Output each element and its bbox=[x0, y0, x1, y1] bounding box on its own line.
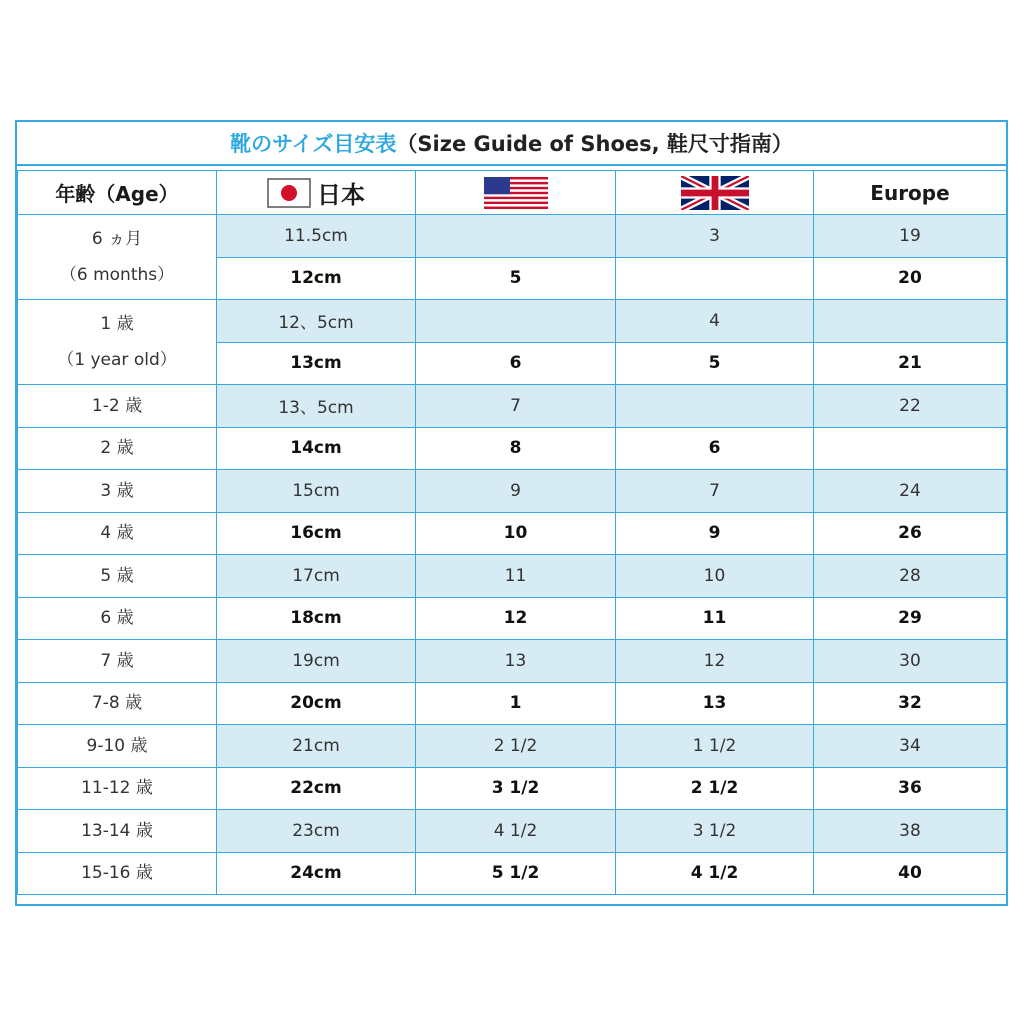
size-cell-eu: 32 bbox=[814, 682, 1007, 725]
size-cell-us: 7 bbox=[416, 385, 616, 428]
table-row bbox=[18, 470, 1007, 513]
age-label: 3 歳 bbox=[100, 480, 134, 501]
size-cell-jp: 13、5cm bbox=[217, 385, 416, 428]
size-cell-uk: 9 bbox=[616, 512, 814, 555]
uk-flag-icon bbox=[681, 176, 749, 210]
table-row bbox=[18, 215, 1007, 258]
age-label: 7 歳 bbox=[100, 650, 134, 671]
size-cell-jp: 24cm bbox=[217, 852, 416, 895]
age-label: 9-10 歳 bbox=[86, 735, 148, 756]
size-cell-eu: 20 bbox=[814, 257, 1007, 300]
size-cell-eu: 38 bbox=[814, 810, 1007, 853]
size-cell-us: 6 bbox=[416, 342, 616, 385]
age-label: 6 歳 bbox=[100, 608, 134, 629]
table-row bbox=[18, 427, 1007, 470]
age-cell bbox=[18, 215, 217, 300]
header-japan bbox=[217, 171, 416, 215]
size-cell-us bbox=[416, 300, 616, 343]
age-label: 1 歳 bbox=[100, 314, 134, 334]
size-cell-us: 2 1/2 bbox=[416, 725, 616, 768]
size-cell-uk: 3 bbox=[616, 215, 814, 258]
size-cell-jp: 16cm bbox=[217, 512, 416, 555]
size-cell-eu: 26 bbox=[814, 512, 1007, 555]
size-cell-jp: 12cm bbox=[217, 257, 416, 300]
size-cell-uk: 2 1/2 bbox=[616, 767, 814, 810]
age-cell bbox=[18, 640, 217, 683]
size-cell-eu: 30 bbox=[814, 640, 1007, 683]
size-cell-jp: 13cm bbox=[217, 342, 416, 385]
age-label: 6 ヵ月 bbox=[91, 229, 143, 249]
title-japanese: 靴のサイズ目安表 bbox=[230, 132, 397, 156]
age-cell bbox=[18, 597, 217, 640]
age-label: （1 year old） bbox=[57, 350, 177, 370]
size-cell-eu: 28 bbox=[814, 555, 1007, 598]
table-row bbox=[18, 852, 1007, 895]
age-label: 4 歳 bbox=[100, 523, 134, 544]
size-cell-uk bbox=[616, 257, 814, 300]
size-cell-eu bbox=[814, 427, 1007, 470]
age-cell bbox=[18, 427, 217, 470]
age-cell bbox=[18, 385, 217, 428]
size-cell-us: 13 bbox=[416, 640, 616, 683]
table-row bbox=[18, 682, 1007, 725]
age-label: 5 歳 bbox=[100, 565, 134, 586]
size-cell-us: 9 bbox=[416, 470, 616, 513]
size-cell-us: 10 bbox=[416, 512, 616, 555]
table-row bbox=[18, 640, 1007, 683]
table-row bbox=[18, 810, 1007, 853]
size-cell-us: 5 bbox=[416, 257, 616, 300]
size-cell-eu: 22 bbox=[814, 385, 1007, 428]
table-row bbox=[18, 555, 1007, 598]
size-guide-sheet bbox=[15, 120, 1008, 906]
age-cell bbox=[18, 555, 217, 598]
header-row bbox=[18, 171, 1007, 215]
table-row bbox=[18, 385, 1007, 428]
age-cell bbox=[18, 725, 217, 768]
age-cell bbox=[18, 300, 217, 385]
size-cell-jp: 11.5cm bbox=[217, 215, 416, 258]
size-cell-us: 5 1/2 bbox=[416, 852, 616, 895]
age-label: 13-14 歳 bbox=[81, 820, 153, 841]
age-label: （6 months） bbox=[59, 265, 175, 285]
size-cell-jp: 21cm bbox=[217, 725, 416, 768]
size-cell-us: 8 bbox=[416, 427, 616, 470]
age-cell bbox=[18, 767, 217, 810]
size-cell-eu: 40 bbox=[814, 852, 1007, 895]
header-us bbox=[416, 171, 616, 215]
size-cell-uk: 12 bbox=[616, 640, 814, 683]
size-cell-jp: 14cm bbox=[217, 427, 416, 470]
age-label: 15-16 歳 bbox=[81, 863, 153, 884]
page-title bbox=[17, 122, 1006, 166]
size-cell-uk: 6 bbox=[616, 427, 814, 470]
size-cell-uk: 4 bbox=[616, 300, 814, 343]
size-cell-eu: 19 bbox=[814, 215, 1007, 258]
age-cell bbox=[18, 810, 217, 853]
size-cell-uk: 11 bbox=[616, 597, 814, 640]
size-cell-uk: 1 1/2 bbox=[616, 725, 814, 768]
table-row bbox=[18, 725, 1007, 768]
size-cell-us bbox=[416, 215, 616, 258]
size-cell-uk: 13 bbox=[616, 682, 814, 725]
size-cell-eu bbox=[814, 300, 1007, 343]
header-age: 年齢（Age） bbox=[18, 171, 217, 215]
table-row bbox=[18, 767, 1007, 810]
header-japan-label: 日本 bbox=[317, 181, 365, 209]
age-cell bbox=[18, 470, 217, 513]
header-uk bbox=[616, 171, 814, 215]
size-cell-us: 3 1/2 bbox=[416, 767, 616, 810]
size-cell-uk: 4 1/2 bbox=[616, 852, 814, 895]
age-label: 7-8 歳 bbox=[91, 693, 143, 714]
size-cell-us: 4 1/2 bbox=[416, 810, 616, 853]
age-label: 1-2 歳 bbox=[91, 395, 143, 416]
size-cell-eu: 34 bbox=[814, 725, 1007, 768]
size-cell-uk: 7 bbox=[616, 470, 814, 513]
japan-flag-icon bbox=[267, 178, 311, 208]
us-flag-icon bbox=[484, 177, 548, 209]
title-translation: （Size Guide of Shoes, 鞋尺寸指南） bbox=[396, 132, 793, 156]
size-cell-jp: 17cm bbox=[217, 555, 416, 598]
table-row bbox=[18, 300, 1007, 343]
age-label: 2 歳 bbox=[100, 438, 134, 459]
size-cell-eu: 29 bbox=[814, 597, 1007, 640]
age-cell bbox=[18, 682, 217, 725]
size-cell-uk: 10 bbox=[616, 555, 814, 598]
table-row bbox=[18, 512, 1007, 555]
age-label: 11-12 歳 bbox=[81, 778, 153, 799]
size-cell-uk bbox=[616, 385, 814, 428]
table-row bbox=[18, 597, 1007, 640]
size-cell-uk: 3 1/2 bbox=[616, 810, 814, 853]
size-cell-jp: 15cm bbox=[217, 470, 416, 513]
size-cell-jp: 22cm bbox=[217, 767, 416, 810]
size-cell-us: 11 bbox=[416, 555, 616, 598]
size-table bbox=[17, 170, 1007, 895]
size-cell-uk: 5 bbox=[616, 342, 814, 385]
size-cell-us: 12 bbox=[416, 597, 616, 640]
size-cell-jp: 12、5cm bbox=[217, 300, 416, 343]
age-cell bbox=[18, 852, 217, 895]
size-cell-jp: 18cm bbox=[217, 597, 416, 640]
size-cell-jp: 19cm bbox=[217, 640, 416, 683]
size-cell-us: 1 bbox=[416, 682, 616, 725]
size-cell-eu: 21 bbox=[814, 342, 1007, 385]
age-cell bbox=[18, 512, 217, 555]
size-cell-jp: 20cm bbox=[217, 682, 416, 725]
size-cell-eu: 24 bbox=[814, 470, 1007, 513]
size-cell-jp: 23cm bbox=[217, 810, 416, 853]
header-europe: Europe bbox=[814, 171, 1007, 215]
size-cell-eu: 36 bbox=[814, 767, 1007, 810]
